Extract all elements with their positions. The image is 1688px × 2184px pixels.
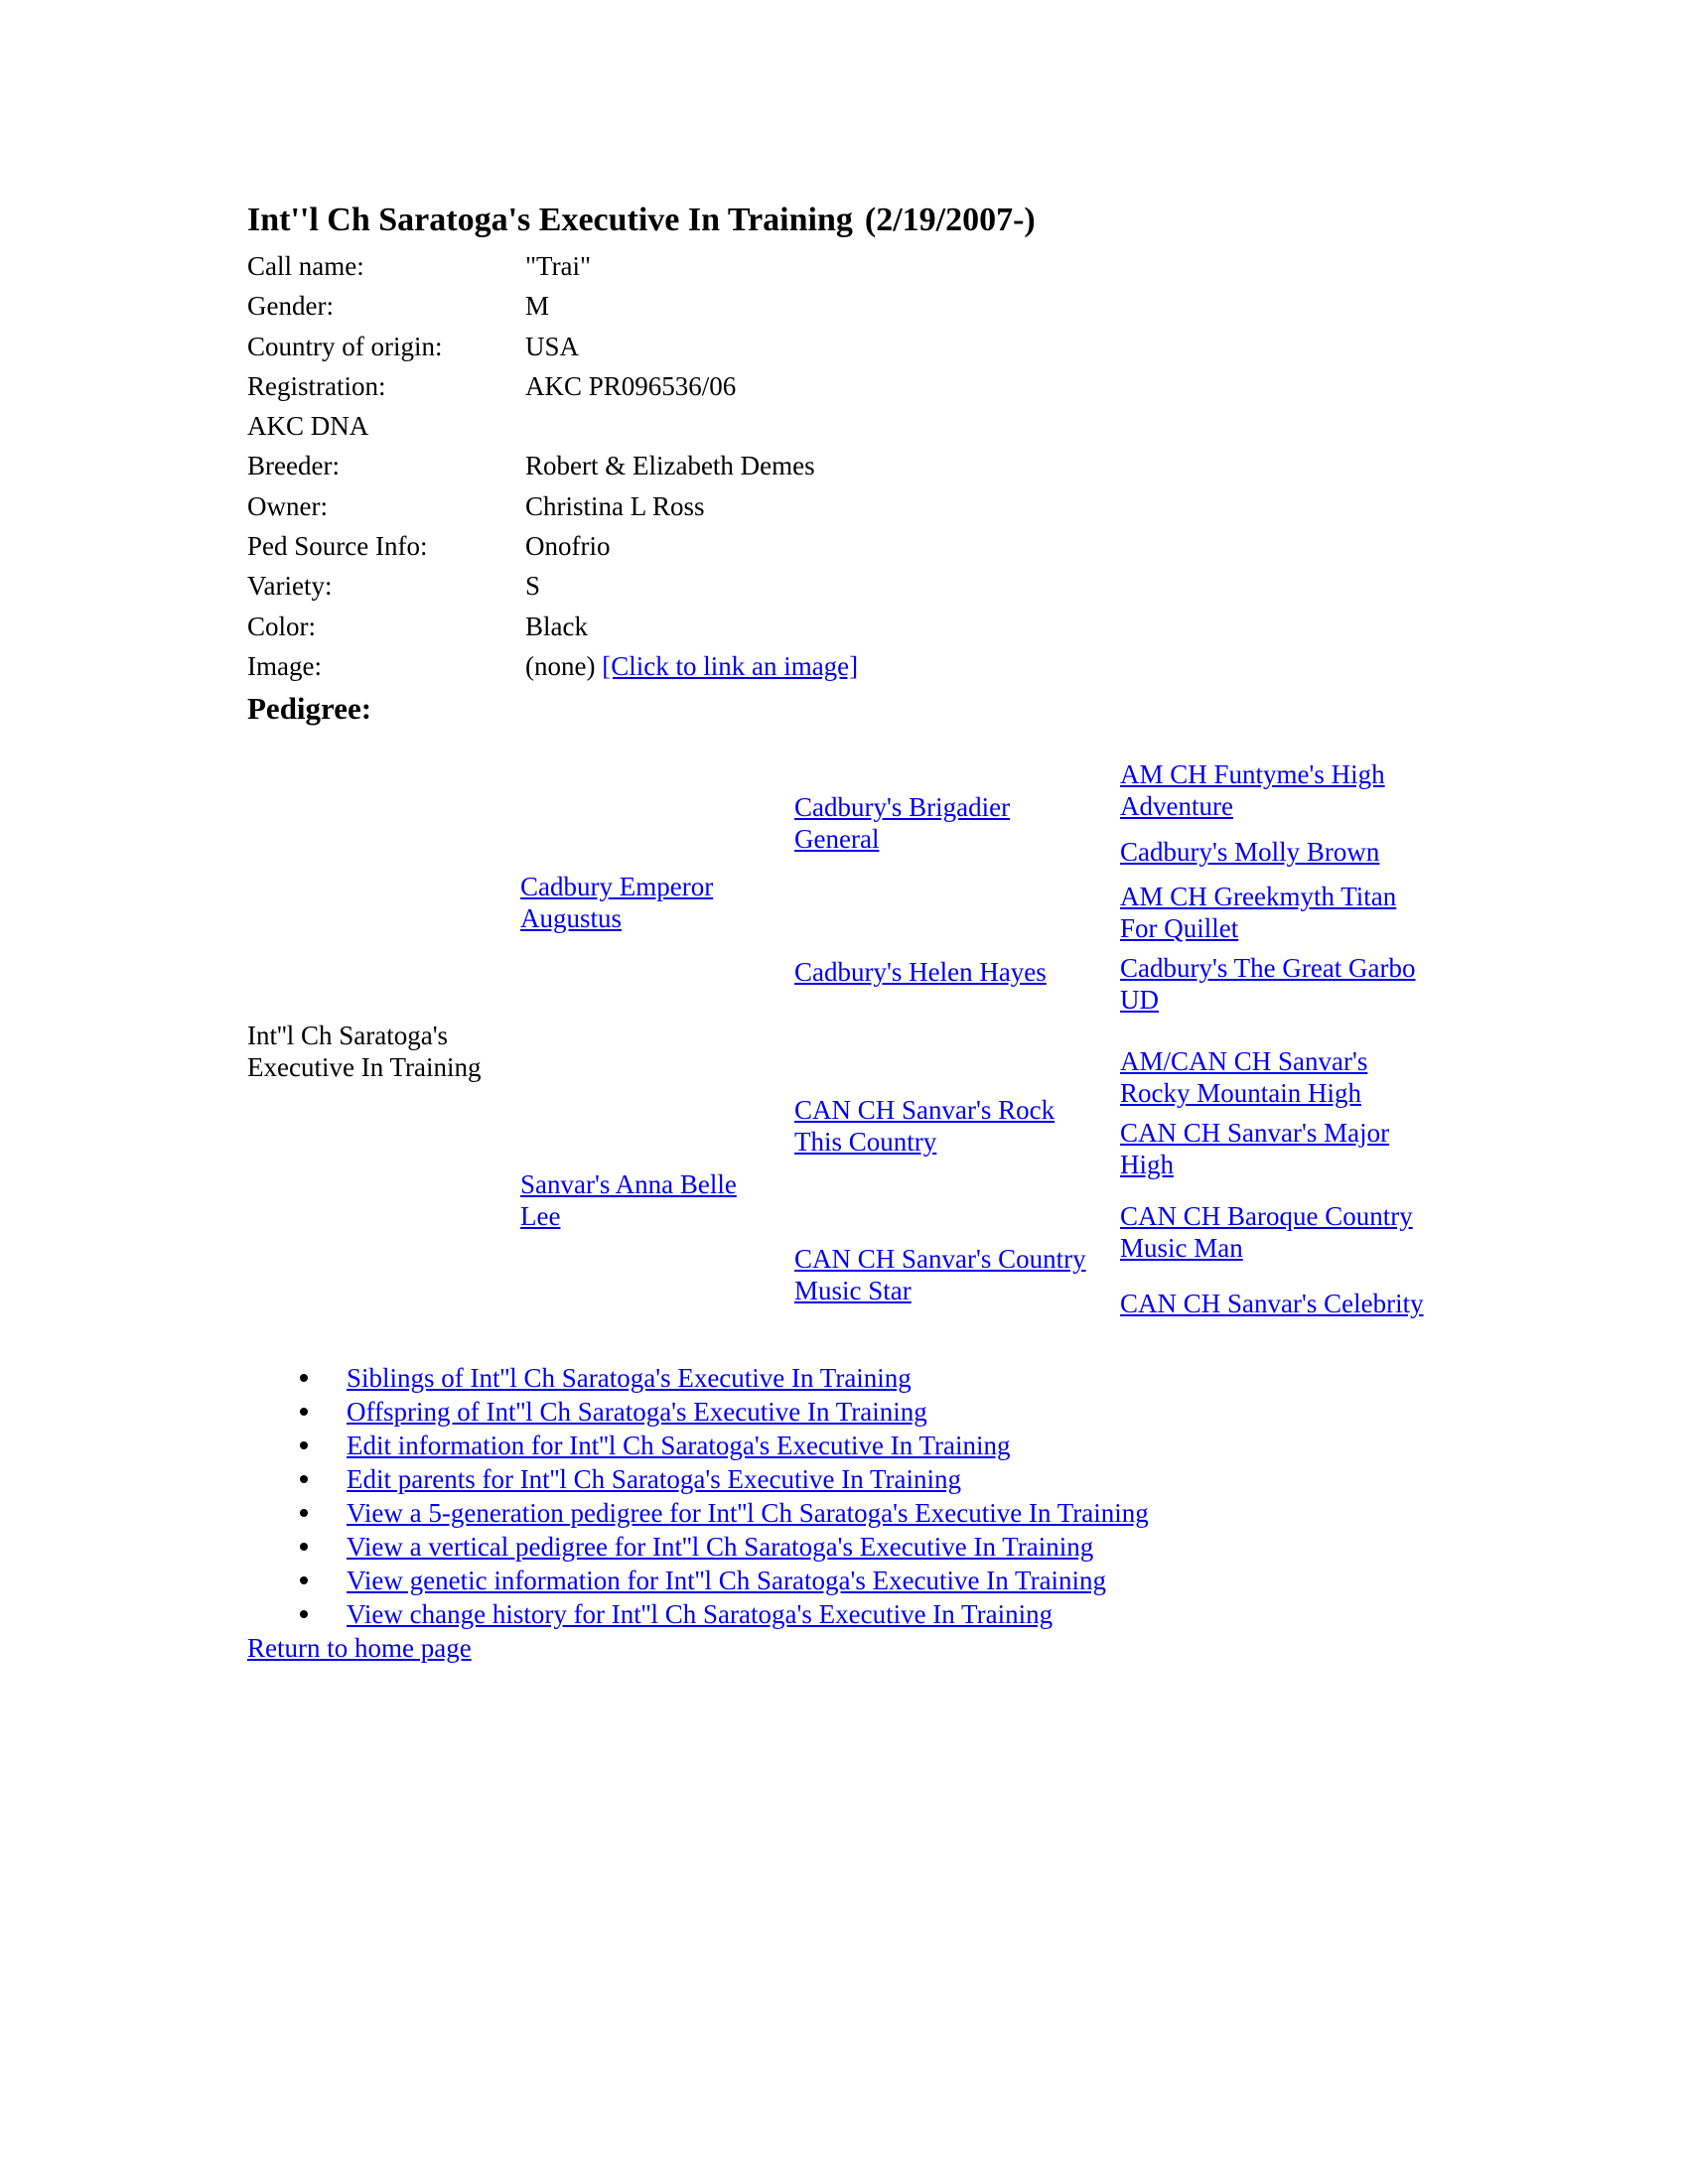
pedigree-subject-cell	[247, 753, 515, 1349]
dog-dates: (2/19/2007-)	[864, 202, 1036, 238]
list-item	[247, 1564, 1538, 1597]
info-label: Variety:	[247, 571, 333, 602]
info-row-color	[247, 607, 858, 646]
pedigree-grandparent-cell	[794, 892, 1097, 1051]
info-row-owner	[247, 486, 858, 526]
info-row-call-name	[247, 246, 858, 286]
pedigree-great-grandparent-cell	[1120, 877, 1428, 948]
list-item	[247, 1530, 1538, 1564]
pedigree-great-grandparent-cell	[1120, 827, 1428, 877]
pedigree-great-grandparent-cell	[1120, 1041, 1428, 1113]
pedigree-grandparent-cell	[794, 1051, 1097, 1200]
pedigree-heading: Pedigree:	[247, 691, 372, 727]
genetic-information-link[interactable]: View genetic information for Int''l Ch Saratoga's Executive In Training	[347, 1566, 1107, 1596]
edit-information-link[interactable]: Edit information for Int''l Ch Saratoga's Executive In Training	[347, 1431, 1011, 1461]
image-value: (none)	[525, 650, 596, 681]
info-label: Ped Source Info:	[247, 531, 428, 562]
list-item	[247, 1429, 1538, 1462]
pedigree-great-grandparent-link[interactable]: CAN CH Baroque Country Music Man	[1120, 1201, 1413, 1264]
info-value: Christina L Ross	[525, 490, 705, 521]
pedigree-great-grandparent-cell	[1120, 753, 1428, 827]
info-value: S	[525, 571, 541, 602]
info-value	[525, 406, 858, 446]
info-value: Robert & Elizabeth Demes	[525, 451, 815, 481]
link-image-link[interactable]: [Click to link an image]	[602, 650, 859, 681]
list-item	[247, 1597, 1538, 1631]
info-label: Color:	[247, 611, 317, 641]
info-value: Black	[525, 611, 588, 641]
info-row-akc-dna	[247, 406, 858, 446]
info-row-ped-source	[247, 526, 858, 566]
change-history-link[interactable]: View change history for Int''l Ch Saratoga's Executive In Training	[347, 1599, 1054, 1630]
pedigree-sire-cell	[520, 753, 764, 1051]
five-generation-pedigree-link[interactable]: View a 5-generation pedigree for Int''l Ch Saratoga's Executive In Training	[347, 1498, 1149, 1529]
dog-record-page	[247, 195, 1538, 1665]
pedigree-subject: Int''l Ch Saratoga's Executive In Training	[247, 1021, 482, 1083]
pedigree-great-grandparent-cell	[1120, 1113, 1428, 1184]
pedigree-great-grandparent-link[interactable]: CAN CH Sanvar's Major High	[1120, 1118, 1390, 1180]
pedigree-dam-cell	[520, 1051, 764, 1349]
pedigree-grandparent-link[interactable]: Cadbury's Helen Hayes	[794, 957, 1047, 988]
offspring-link[interactable]: Offspring of Int''l Ch Saratoga's Executive In Training	[347, 1397, 927, 1428]
pedigree-great-grandparent-link[interactable]: AM CH Greekmyth Titan For Quillet	[1120, 882, 1397, 944]
dog-name: Int''l Ch Saratoga's Executive In Training	[247, 202, 853, 238]
pedigree-great-grandparent-cell	[1120, 1268, 1428, 1339]
pedigree-tree	[247, 753, 1439, 1349]
info-label: Registration:	[247, 370, 386, 401]
edit-parents-link[interactable]: Edit parents for Int''l Ch Saratoga's Executive In Training	[347, 1464, 961, 1495]
info-label: AKC DNA	[247, 411, 369, 442]
pedigree-dam-link[interactable]: Sanvar's Anna Belle Lee	[520, 1169, 737, 1232]
info-row-image	[247, 646, 858, 686]
info-label: Breeder:	[247, 451, 340, 481]
list-item	[247, 1395, 1538, 1429]
pedigree-great-grandparent-link[interactable]: CAN CH Sanvar's Celebrity	[1120, 1289, 1424, 1319]
info-label: Image:	[247, 650, 322, 681]
list-item	[247, 1462, 1538, 1496]
pedigree-great-grandparent-cell	[1120, 1196, 1428, 1268]
pedigree-great-grandparent-link[interactable]: AM/CAN CH Sanvar's Rocky Mountain High	[1120, 1046, 1368, 1109]
info-label: Gender:	[247, 291, 334, 322]
pedigree-grandparent-cell	[794, 1200, 1097, 1349]
info-value	[525, 646, 858, 686]
pedigree-great-grandparent-link[interactable]: AM CH Funtyme's High Adventure	[1120, 759, 1385, 822]
dog-info-table	[247, 246, 858, 686]
page-title	[247, 195, 1538, 246]
info-row-gender	[247, 286, 858, 326]
pedigree-grandparent-link[interactable]: CAN CH Sanvar's Country Music Star	[794, 1244, 1086, 1306]
info-value: M	[525, 291, 550, 322]
siblings-link[interactable]: Siblings of Int''l Ch Saratoga's Executive In Training	[347, 1363, 912, 1394]
list-item	[247, 1361, 1538, 1395]
pedigree-grandparent-link[interactable]: CAN CH Sanvar's Rock This Country	[794, 1095, 1055, 1158]
info-row-country	[247, 327, 858, 366]
info-value: Onofrio	[525, 531, 611, 562]
info-row-registration	[247, 366, 858, 406]
pedigree-great-grandparent-link[interactable]: Cadbury's Molly Brown	[1120, 837, 1380, 868]
info-row-breeder	[247, 446, 858, 485]
pedigree-great-grandparent-cell	[1120, 948, 1428, 1020]
info-value: "Trai"	[525, 251, 592, 281]
pedigree-grandparent-link[interactable]: Cadbury's Brigadier General	[794, 792, 1011, 855]
info-row-variety	[247, 566, 858, 606]
info-label: Country of origin:	[247, 331, 443, 361]
pedigree-sire-link[interactable]: Cadbury Emperor Augustus	[520, 872, 714, 934]
pedigree-grandparent-cell	[794, 753, 1097, 892]
vertical-pedigree-link[interactable]: View a vertical pedigree for Int''l Ch Saratoga's Executive In Training	[347, 1532, 1094, 1563]
pedigree-great-grandparent-link[interactable]: Cadbury's The Great Garbo UD	[1120, 953, 1416, 1016]
return-home-link[interactable]: Return to home page	[247, 1633, 472, 1664]
related-links-list	[247, 1361, 1538, 1631]
info-label: Call name:	[247, 251, 364, 281]
info-value: AKC PR096536/06	[525, 370, 737, 401]
info-value: USA	[525, 331, 580, 361]
list-item	[247, 1496, 1538, 1530]
info-label: Owner:	[247, 490, 328, 521]
